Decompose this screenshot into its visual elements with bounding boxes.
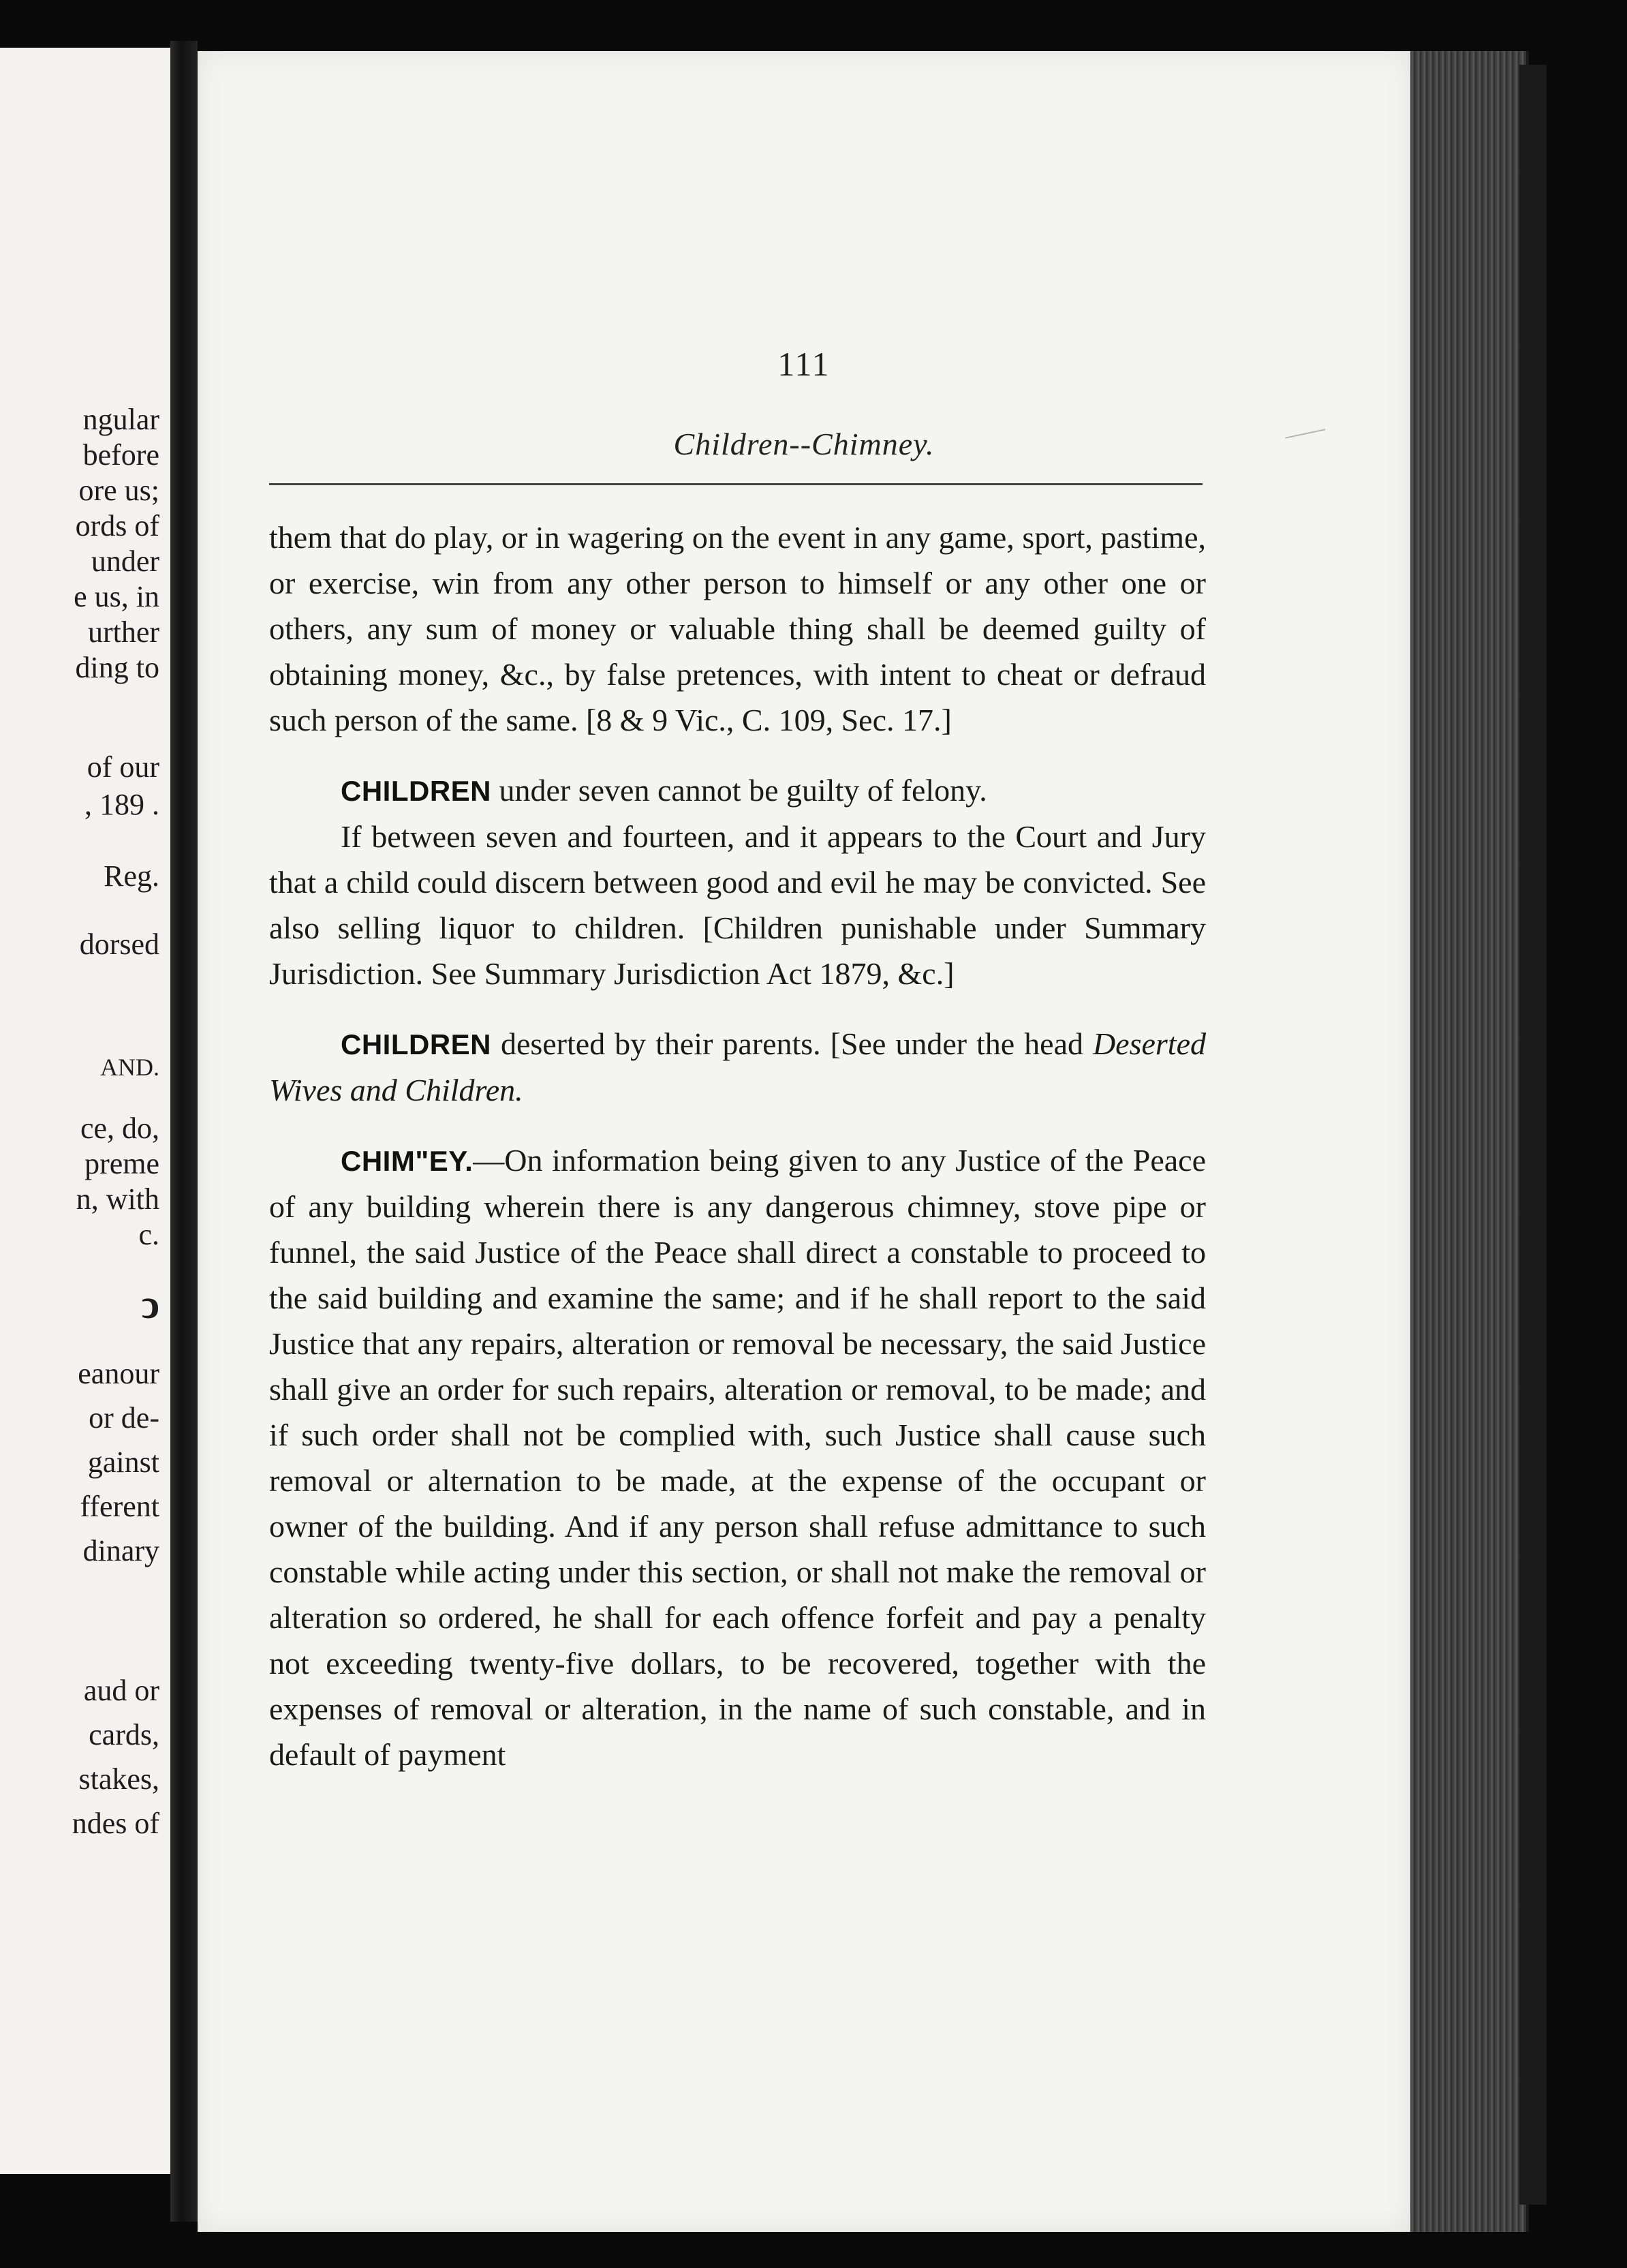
body-text [269, 515, 1206, 1777]
left-page-fragment: preme [84, 1147, 159, 1180]
paragraph-children-age: If between seven and fourteen, and it appears to the Court and Jury that a child could discern between good and evil he may be convicted. See also selling liquor to children. [Children punishable under Summary Jurisdiction. See Summary Jurisdiction Act 1879, &c.] [269, 819, 1206, 991]
cross-reference: Deserted Wives and Children. [269, 1026, 1206, 1107]
left-page-fragment: ngular [82, 403, 159, 436]
entry-text: —On information being given to any Justice of the Peace of any building wherein there is any dangerous chimney, stove pipe or funnel, the said Justice of the Peace shall direct a constable to proceed to the said building and examine the same; and if he shall report to the said Justice that any repairs, alteration or removal be necessary, the said Justice shall give an order for such repairs, alteration or removal, to be made; and if such order shall not be complied with, such Justice shall cause such removal or alternation to be made, at the expense of the occupant or owner of the building. And if any person shall refuse admittance to such constable while acting under this section, or shall not make the removal or alteration so ordered, he shall for each offence forfeit and pay a penalty not exceeding twenty-five dollars, to be recovered, together with the expenses of removal or alteration, in the name of such constable, and in default of payment [269, 1143, 1206, 1772]
book-page-edges [1410, 51, 1529, 2232]
entry-text: deserted by their parents. [See under the head [491, 1026, 1093, 1061]
left-page-fragment: Reg. [104, 859, 159, 893]
left-facing-page [0, 48, 174, 2174]
left-page-fragment: AND. [100, 1054, 159, 1081]
left-page-fragment: dorsed [79, 928, 159, 961]
left-page-fragment: ↄ [141, 1282, 159, 1327]
left-page-fragment: urther [87, 615, 159, 649]
left-page-fragment: fferent [80, 1490, 159, 1523]
paragraph-children-deserted [269, 1021, 1206, 1113]
left-page-fragment: ce, do, [80, 1112, 159, 1145]
left-page-fragment: n, with [76, 1182, 159, 1216]
left-page-fragment: before [82, 438, 159, 472]
left-page-fragment: ords of [75, 509, 159, 542]
main-page [198, 51, 1410, 2232]
book-gutter [170, 41, 198, 2222]
left-page-fragment: stakes, [78, 1762, 159, 1796]
left-page-fragment: ding to [75, 651, 159, 684]
left-page-fragment: of our [87, 750, 159, 784]
left-page-fragment: , 189 . [84, 788, 159, 821]
left-page-fragment: or de- [89, 1401, 159, 1435]
left-page-fragment: cards, [89, 1718, 159, 1751]
entry-heading-chimney: CHIM"EY. [341, 1145, 474, 1177]
left-page-fragment: aud or [83, 1674, 159, 1707]
left-page-fragment: e us, in [74, 580, 159, 613]
entry-heading-children: CHILDREN [341, 775, 491, 807]
paragraph-children-felony [269, 767, 1206, 814]
left-page-fragment: under [91, 545, 159, 578]
paragraph-gaming-continued: them that do play, or in wagering on the event in any game, sport, pastime, or exercise, win from any other person to himself or any other one or others, any sum of money or valuable thing shall be deemed guilty of obtaining money, &c., by false pretences, with intent to cheat or defraud such person of the same. [8 & 9 Vic., C. 109, Sec. 17.] [269, 520, 1206, 737]
running-head: Children--Chimney. [673, 427, 935, 461]
left-page-fragment: c. [138, 1218, 159, 1251]
left-page-fragment: ore us; [78, 474, 159, 507]
entry-heading-children-deserted: CHILDREN [341, 1028, 491, 1060]
left-page-fragment: gainst [87, 1445, 159, 1479]
left-page-fragment: ndes of [72, 1807, 159, 1840]
header-rule [269, 483, 1203, 485]
page-number: 111 [777, 345, 831, 383]
left-page-fragment: eanour [78, 1357, 159, 1390]
left-page-fragment: dinary [82, 1534, 159, 1567]
paragraph-chimney [269, 1137, 1206, 1777]
entry-text: under seven cannot be guilty of felony. [491, 773, 987, 808]
